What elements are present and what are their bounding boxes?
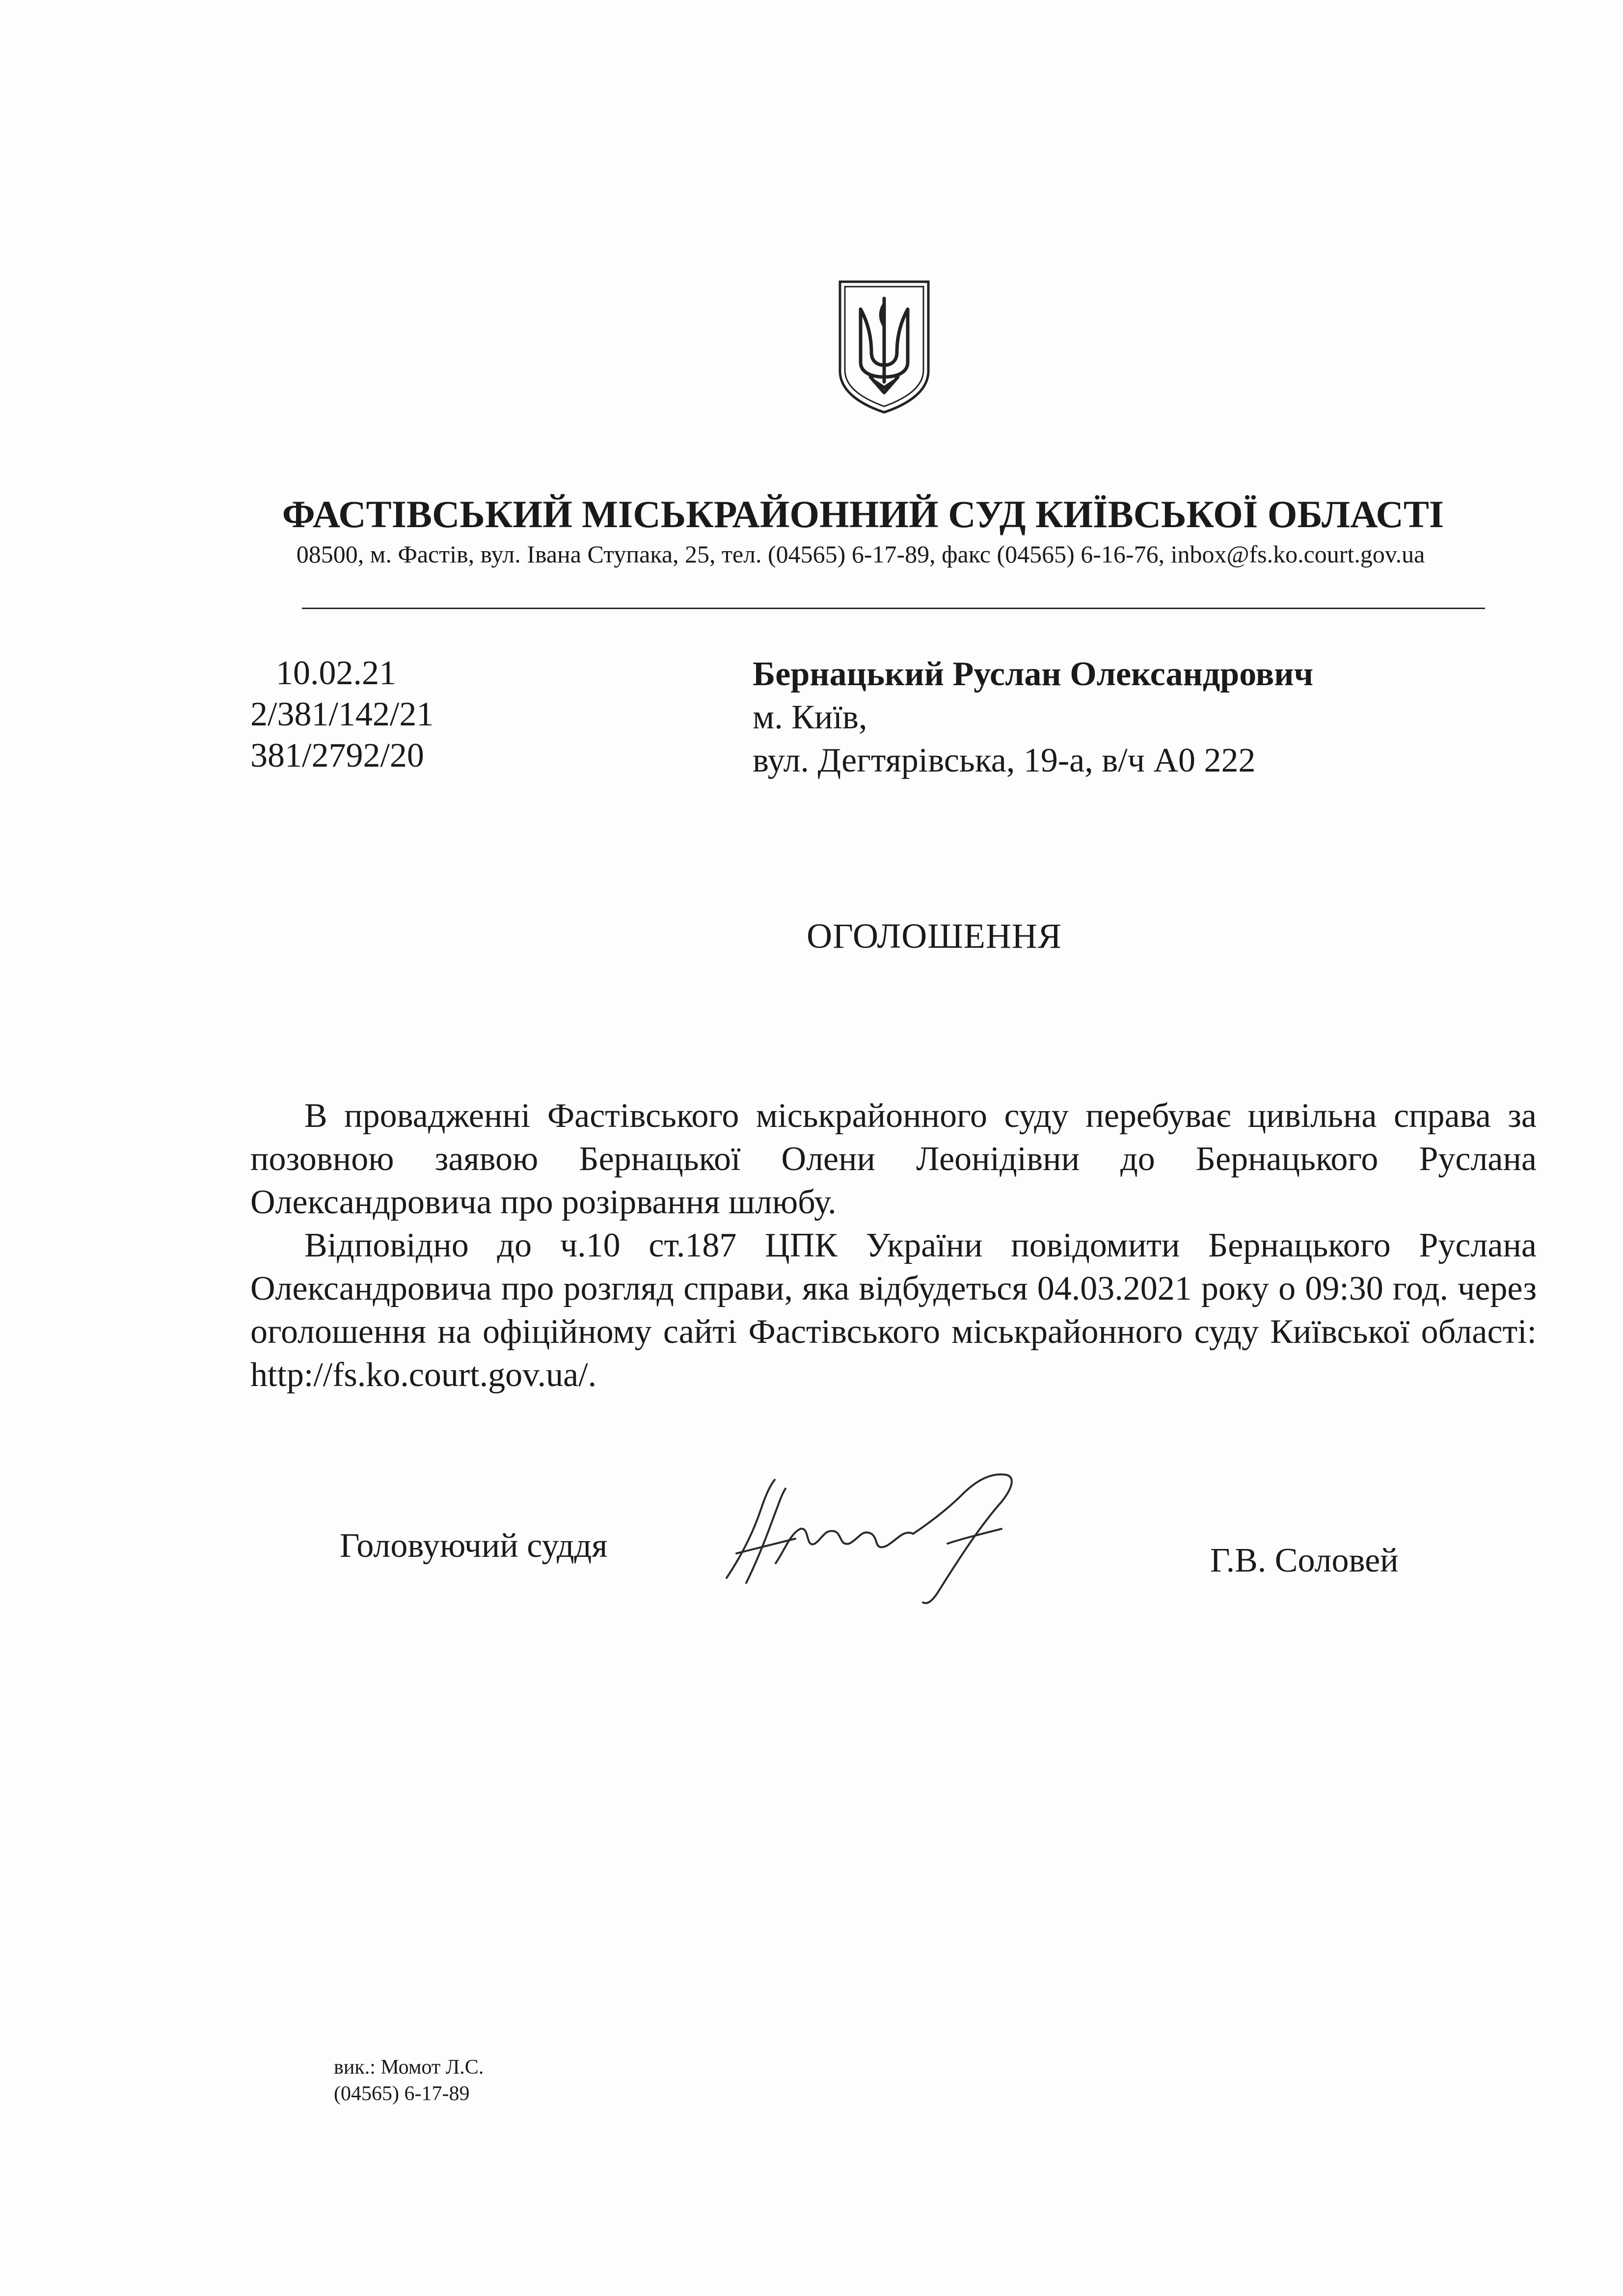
document-date: 10.02.21	[276, 654, 396, 692]
case-number: 381/2792/20	[250, 737, 424, 774]
recipient-city: м. Київ,	[753, 698, 867, 736]
body-paragraph: Відповідно до ч.10 ст.187 ЦПК України повідомити Бернацького Руслана Олександровича про розгляд справи, яка відбудеться 04.03.2021 року о 09:30 год. через оголошення на офіційному сайті Фастівського міськрайонного суду Київської області: http://fs.ko.court.gov.ua/.	[250, 1227, 1537, 1394]
recipient-block	[753, 653, 1313, 782]
executor-block	[334, 2054, 484, 2107]
court-address: 08500, м. Фастів, вул. Івана Ступака, 25, тел. (04565) 6-17-89, факс (04565) 6-16-76, inbox@fs.ko.court.gov.ua	[296, 540, 1425, 568]
signatory-name: Г.В. Соловей	[1210, 1542, 1399, 1579]
header-divider	[302, 608, 1485, 609]
signature-row	[0, 1526, 1623, 1625]
document-references	[250, 653, 433, 776]
body-paragraph: В провадженні Фастівського міськрайонного суду перебуває цивільна справа за позовною заявою Бернацької Олени Леонідівни до Бернацького Руслана Олександровича про розірвання шлюбу.	[250, 1097, 1537, 1221]
recipient-name: Бернацький Руслан Олександрович	[753, 655, 1314, 693]
executor-name: вик.: Момот Л.С.	[334, 2056, 484, 2079]
signatory-role: Головуючий суддя	[340, 1527, 608, 1565]
executor-phone: (04565) 6-17-89	[334, 2082, 470, 2105]
document-body	[250, 1095, 1537, 1397]
document-title: ОГОЛОШЕННЯ	[807, 916, 1062, 956]
court-name: ФАСТІВСЬКИЙ МІСЬКРАЙОННИЙ СУД КИЇВСЬКОЇ ОБЛАСТІ	[282, 493, 1444, 535]
outgoing-number: 2/381/142/21	[250, 695, 434, 733]
trident-coat-of-arms-icon	[836, 279, 932, 414]
recipient-street: вул. Дегтярівська, 19-а, в/ч А0 222	[753, 742, 1256, 779]
